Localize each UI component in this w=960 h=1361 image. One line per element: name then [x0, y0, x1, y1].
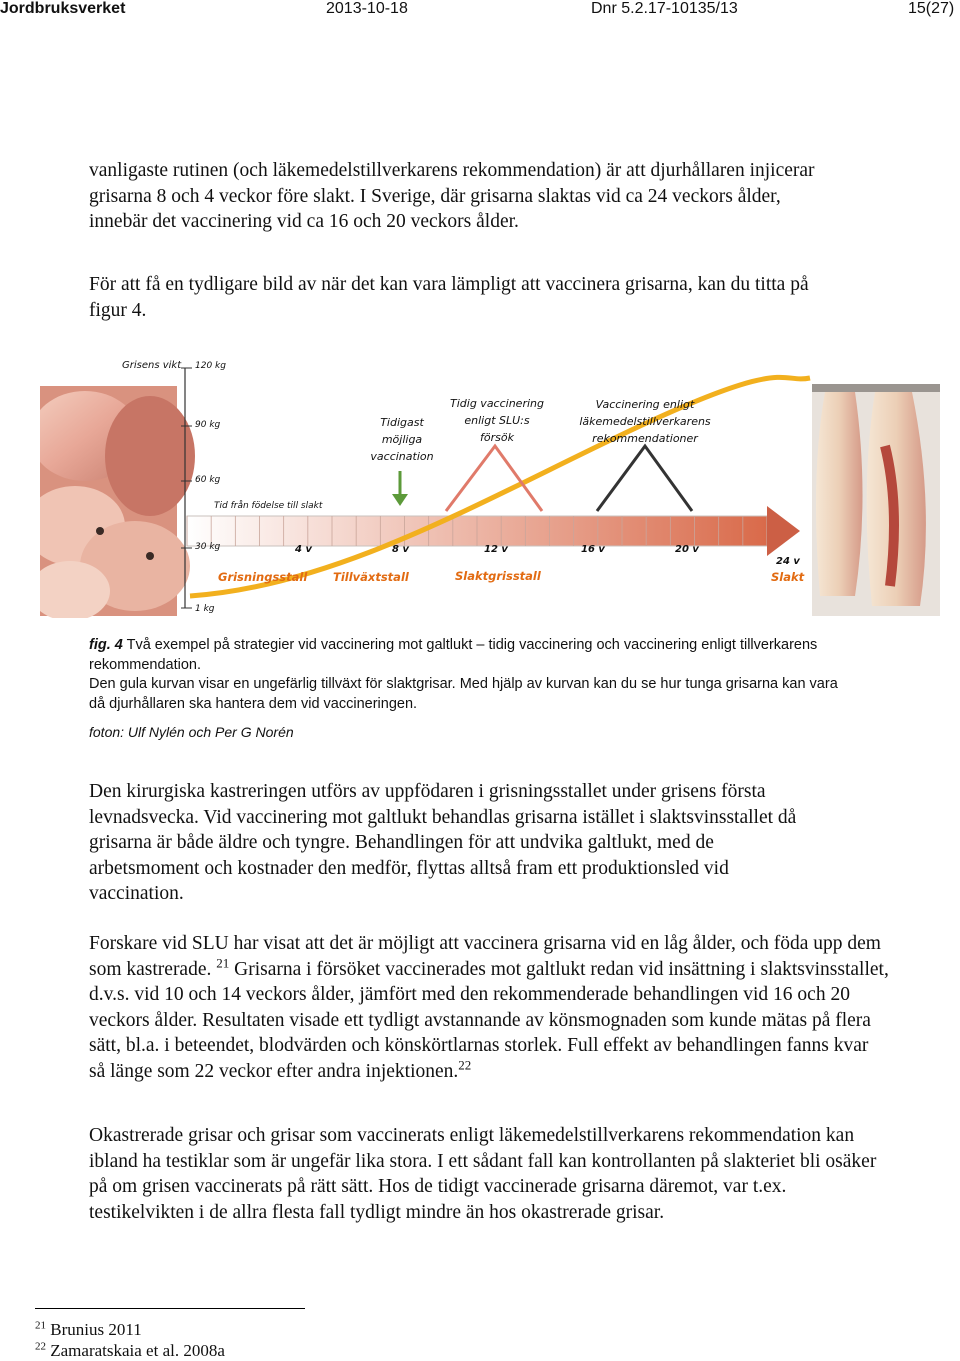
paragraph-2: För att få en tydligare bild av när det kan vara lämpligt att vaccinera grisarna, kan du titta på figur 4.: [89, 274, 809, 321]
stall-label-slaktgris: Slaktgrisstall: [455, 569, 541, 583]
recommended-vaccination-marker: [597, 446, 692, 511]
week-label-24: 24 v: [776, 556, 800, 567]
figure-label: fig. 4: [89, 637, 123, 653]
y-axis-title: Grisens vikt: [122, 360, 182, 371]
stall-label-tillvaxt: Tillväxtstall: [333, 570, 409, 584]
label-recommended-vaccination: Vaccinering enligt läkemedelstillverkarens rekommendationer: [579, 398, 711, 445]
label-early-vaccination: Tidig vaccinering enligt SLU:s försök: [450, 397, 544, 444]
figure-4: [40, 356, 940, 618]
header-org: Jordbruksverket: [0, 0, 126, 17]
paragraph-3: Den kirurgiska kastreringen utförs av uppfödaren i grisningsstallet under grisens första levnadsvecka. Vid vaccinering mot galtlukt behandlas grisarna istället i slaktsvinsstallet då grisarna är både äldre och tyngre. Behandlingen för att undvika galtlukt, med de arbetsmoment och kostnader den medför, flyttas alltså fram ett produktionsled vid vaccination.: [89, 781, 797, 905]
weight-label-1: 1 kg: [195, 604, 215, 614]
caption-line-2: Den gula kurvan visar en ungefärlig tillväxt för slaktgrisar. Med hjälp av kurvan kan du se hur tunga grisarna kan vara då djurhållaren ska hantera dem vid vaccineringen.: [89, 676, 838, 712]
header-dnr: Dnr 5.2.17-10135/13: [591, 0, 738, 17]
paragraph-1: vanligaste rutinen (och läkemedelstillverkarens rekommendation) är att djurhållaren injicerar grisarna 8 och 4 veckor före slakt. I Sverige, där grisarna slaktas vid ca 24 veckors ålder, innebär det vaccinering vid ca 16 och 20 veckors ålder.: [89, 160, 815, 233]
time-axis-title: Tid från födelse till slakt: [214, 501, 323, 511]
footnote-ref-21: 21: [216, 955, 230, 971]
paragraph-4: Forskare vid SLU har visat att det är möjligt att vaccinera grisarna vid en låg ålder, och föda upp dem som kastrerade. $^{21}$ Grisarna i försöket vaccinerades mot galtlukt redan vid insättning i slaktsvinsstallet, d.v.s. vid 10 och 14 veckors ålder, jämfört med den rekommenderade behandlingen vid 16 och 20 veckors ålder. Resultaten visade ett tydligt avstannande av könsmognaden som kunde mätas på flera sätt, bl.a. i beteendet, blodvärden och könskörtlarnas storlek. Full effekt av behandlingen fanns kvar så länge som 22 veckor efter andra injektionen.$^{22}$: [89, 933, 889, 1082]
paragraph-5: Okastrerade grisar och grisar som vaccinerats enligt läkemedelstillverkarens rekommendation kan ibland ha testiklar som är ungefär lika stora. I ett sådant fall kan kontrollanten på slakteriet bli osäker på om grisen vaccinerats på rätt sätt. Hos de tidigt vaccinerade grisarna däremot, var t.ex. testikelvikten i de allra flesta fall tydligt mindre än hos okastrerade grisar.: [89, 1125, 877, 1223]
week-label-4: 4 v: [295, 544, 312, 555]
earliest-vaccination-arrow: [392, 471, 408, 506]
footnote-21: $^{21}$ Brunius 2011: [35, 1319, 142, 1339]
carcass-photo: [812, 384, 940, 616]
label-earliest-vaccination: Tidigast möjliga vaccination: [370, 416, 434, 463]
footnote-ref-22: 22: [458, 1057, 472, 1073]
weight-label-120: 120 kg: [195, 361, 226, 371]
piglets-photo: [40, 386, 195, 618]
caption-line-1: Två exempel på strategier vid vaccinering mot galtlukt – tidig vaccinering och vaccinering enligt tillverkarens rekommendation.: [89, 637, 818, 673]
week-label-20: 20 v: [675, 544, 699, 555]
header-page: 15(27): [908, 0, 955, 17]
footnote-22: $^{22}$ Zamaratskaia et al. 2008a: [35, 1340, 225, 1360]
week-label-16: 16 v: [581, 544, 605, 555]
footnote-divider: [35, 1308, 305, 1309]
week-label-8: 8 v: [392, 544, 409, 555]
stall-label-grisning: Grisningsstall: [218, 570, 308, 584]
weight-label-30: 30 kg: [195, 542, 221, 552]
photo-credit: foton: Ulf Nylén och Per G Norén: [89, 724, 294, 740]
weight-label-90: 90 kg: [195, 420, 221, 430]
slakt-label: Slakt: [771, 570, 805, 584]
weight-label-60: 60 kg: [195, 475, 221, 485]
week-label-12: 12 v: [484, 544, 508, 555]
figure-caption: [89, 636, 849, 675]
header-date: 2013-10-18: [326, 0, 408, 17]
